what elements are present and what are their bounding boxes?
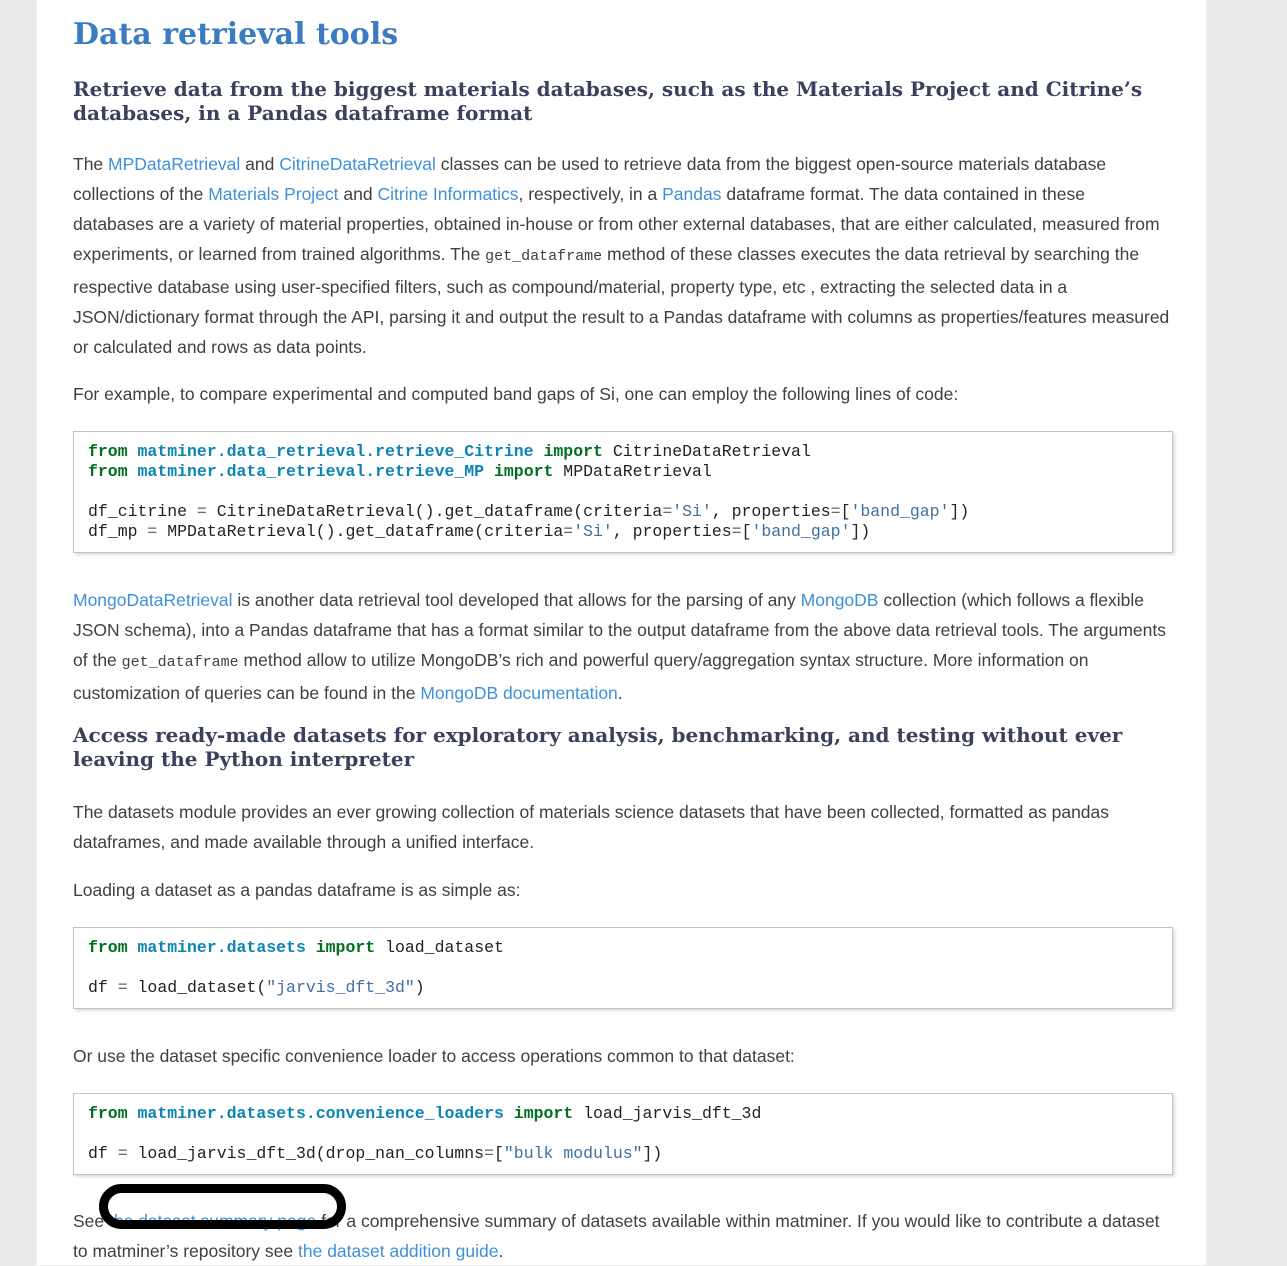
link-citrine-informatics[interactable]: Citrine Informatics bbox=[377, 184, 519, 204]
link-pandas[interactable]: Pandas bbox=[662, 184, 722, 204]
code-token: = bbox=[662, 502, 673, 521]
code-token bbox=[128, 462, 138, 481]
code-token: "bulk modulus" bbox=[503, 1144, 643, 1163]
text-run: dataframe format. The data contained in these databases are a variety of material properties, obtained in-house or from other external databases, that are either calculated, measured from experiments, or learned from trained algorithms. The bbox=[73, 184, 1160, 264]
text-run: , respectively, in a bbox=[518, 184, 663, 204]
code-token: from bbox=[88, 1104, 128, 1123]
code-token: 'Si' bbox=[672, 502, 712, 521]
link-mpdataretrieval[interactable]: MPDataRetrieval bbox=[108, 154, 241, 174]
link-mongodb[interactable]: MongoDB bbox=[800, 590, 879, 610]
code-token: matminer.datasets.convenience_loaders bbox=[137, 1104, 504, 1123]
text-run: and bbox=[338, 184, 378, 204]
code-token: load_jarvis_dft_3d bbox=[573, 1104, 762, 1123]
code-block-data-retrieval bbox=[73, 431, 1173, 553]
code-token: = bbox=[830, 502, 841, 521]
text-run: method allow to utilize MongoDB’s rich and powerful query/aggregation syntax structure. More information on customization of queries can be found in the bbox=[73, 650, 1089, 703]
paragraph-example: For example, to compare experimental and computed band gaps of Si, one can employ the following lines of code: bbox=[73, 384, 959, 404]
paragraph-loading: Loading a dataset as a pandas dataframe is as simple as: bbox=[73, 880, 521, 900]
link-the-dataset-summary-page[interactable]: the dataset summary page bbox=[109, 1211, 317, 1231]
text-run: is another data retrieval tool developed that allows for the parsing of any bbox=[232, 590, 801, 610]
code-token bbox=[484, 462, 494, 481]
code-token: [ bbox=[840, 502, 851, 521]
content-column bbox=[73, 18, 1173, 1266]
code-token: ) bbox=[414, 978, 425, 997]
code-token: MPDataRetrieval bbox=[553, 462, 712, 481]
paragraph-intro bbox=[73, 149, 1170, 362]
text-run: . bbox=[617, 683, 623, 703]
code-token: CitrineDataRetrieval bbox=[602, 442, 811, 461]
code-token: matminer.data_retrieval.retrieve_MP bbox=[137, 462, 485, 481]
paragraph-summary bbox=[73, 1206, 1170, 1266]
code-token: import bbox=[513, 1104, 574, 1123]
subheading-retrieve-data: Retrieve data from the biggest materials databases, such as the Materials Project and Citrine’s databases, in a Pandas dataframe format bbox=[73, 77, 1143, 125]
code-token: from bbox=[88, 442, 128, 461]
code-token bbox=[128, 938, 138, 957]
inline-code: get_dataframe bbox=[121, 654, 239, 671]
text-run: See bbox=[73, 1211, 109, 1231]
code-token: load_dataset bbox=[375, 938, 504, 957]
code-token: load_dataset( bbox=[127, 978, 267, 997]
code-token: df_citrine bbox=[88, 502, 197, 521]
code-token: = bbox=[147, 522, 158, 541]
text-run: and bbox=[240, 154, 280, 174]
code-token: = bbox=[484, 1144, 494, 1163]
code-token: MPDataRetrieval().get_dataframe(criteria bbox=[157, 522, 564, 541]
code-token: 'band_gap' bbox=[850, 502, 950, 521]
code-token: CitrineDataRetrieval().get_dataframe(criteria bbox=[206, 502, 663, 521]
code-token bbox=[534, 442, 544, 461]
link-citrinedataretrieval[interactable]: CitrineDataRetrieval bbox=[279, 154, 436, 174]
code-block-load-dataset bbox=[73, 927, 1173, 1009]
code-token: from bbox=[88, 462, 128, 481]
link-mongodb-documentation[interactable]: MongoDB documentation bbox=[420, 683, 618, 703]
code-token: 'Si' bbox=[573, 522, 613, 541]
code-token: [ bbox=[741, 522, 752, 541]
code-token: 'band_gap' bbox=[751, 522, 851, 541]
link-materials-project[interactable]: Materials Project bbox=[208, 184, 339, 204]
code-token: matminer.datasets bbox=[137, 938, 306, 957]
link-mongodataretrieval[interactable]: MongoDataRetrieval bbox=[73, 590, 233, 610]
code-token bbox=[128, 1104, 138, 1123]
text-run: classes can be used to retrieve data from the biggest open-source materials database collections of the bbox=[73, 154, 1107, 204]
code-token: from bbox=[88, 938, 128, 957]
inline-code: get_dataframe bbox=[485, 248, 603, 265]
code-token: = bbox=[563, 522, 574, 541]
content-card bbox=[37, 0, 1206, 1265]
code-token: import bbox=[493, 462, 554, 481]
subheading-access-datasets: Access ready-made datasets for exploratory analysis, benchmarking, and testing without ever leaving the Python interpreter bbox=[73, 723, 1123, 771]
link-the-dataset-addition-guide[interactable]: the dataset addition guide bbox=[298, 1241, 499, 1261]
text-run: method of these classes executes the data retrieval by searching the respective database using user-specified filters, such as compound/material, property type, etc , extracting the selected data in a JSON/dictionary format through the API, parsing it and output the result to a Pandas dataframe with columns as properties/features measured or calculated and rows as data points. bbox=[73, 244, 1170, 357]
page-title: Data retrieval tools bbox=[73, 17, 399, 52]
text-run: for a comprehensive summary of datasets available within matminer. If you would like to contribute a dataset to matminer’s repository see bbox=[73, 1211, 1160, 1261]
code-token: "jarvis_dft_3d" bbox=[266, 978, 415, 997]
text-run: collection (which follows a flexible JSON schema), into a Pandas dataframe that has a format similar to the output dataframe from the above data retrieval tools. The arguments of the bbox=[73, 590, 1167, 670]
code-token: = bbox=[196, 502, 207, 521]
code-token: ]) bbox=[949, 502, 970, 521]
paragraph-convenience: Or use the dataset specific convenience loader to access operations common to that dataset: bbox=[73, 1046, 795, 1066]
code-token: import bbox=[315, 938, 376, 957]
code-token bbox=[128, 442, 138, 461]
code-token: = bbox=[117, 978, 128, 997]
text-run: . bbox=[498, 1241, 504, 1261]
paragraph-mongo bbox=[73, 585, 1170, 708]
code-token: matminer.data_retrieval.retrieve_Citrine bbox=[137, 442, 534, 461]
code-token: = bbox=[117, 1144, 128, 1163]
code-token: ]) bbox=[642, 1144, 663, 1163]
code-token: df bbox=[88, 1144, 118, 1163]
code-token: , properties bbox=[711, 502, 831, 521]
code-token bbox=[306, 938, 316, 957]
text-run: The bbox=[73, 154, 109, 174]
code-block-convenience-loader bbox=[73, 1093, 1173, 1175]
code-token: ]) bbox=[850, 522, 871, 541]
code-token: df_mp bbox=[88, 522, 148, 541]
code-token: load_jarvis_dft_3d(drop_nan_columns bbox=[127, 1144, 485, 1163]
code-token bbox=[504, 1104, 514, 1123]
paragraph-datasets-module: The datasets module provides an ever growing collection of materials science datasets that have been collected, formatted as pandas dataframes, and made available through a unified interface. bbox=[73, 802, 1110, 852]
code-token: = bbox=[731, 522, 742, 541]
code-token: [ bbox=[494, 1144, 504, 1163]
code-token: , properties bbox=[612, 522, 732, 541]
code-token: df bbox=[88, 978, 118, 997]
code-token: import bbox=[543, 442, 603, 461]
